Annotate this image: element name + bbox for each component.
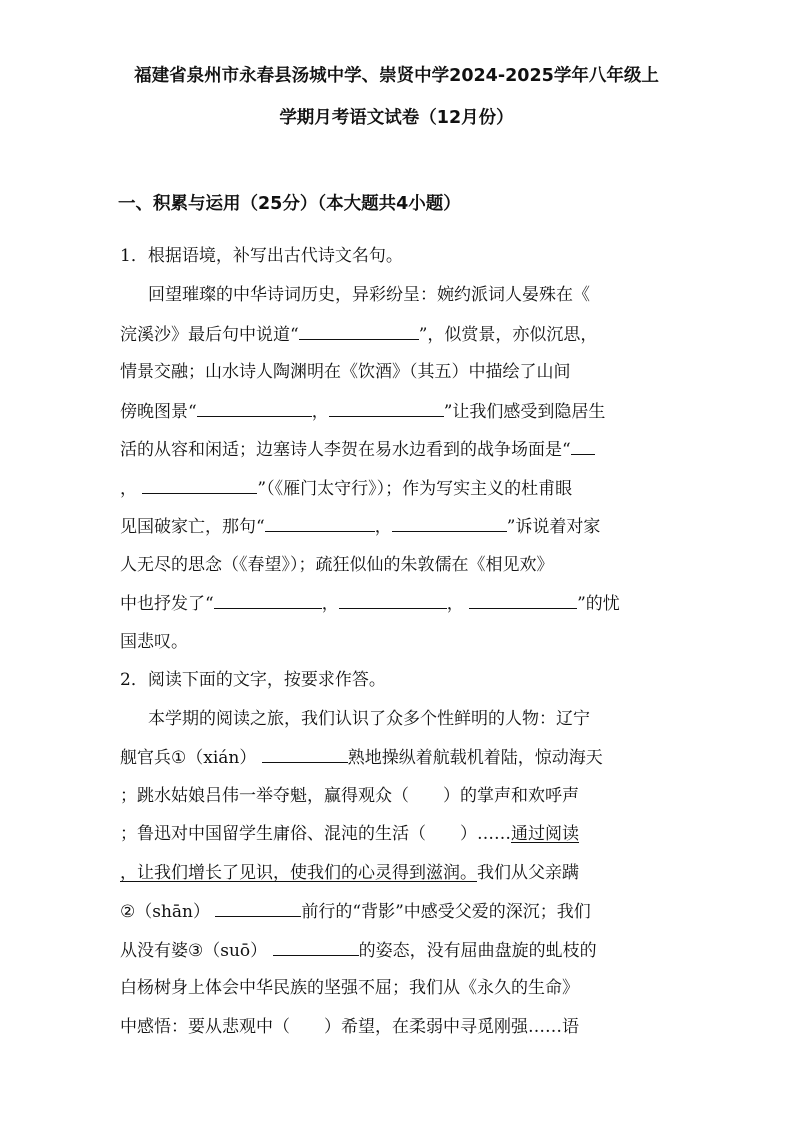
q1-line [120,399,680,424]
answer-blank[interactable] [197,399,312,417]
q2-line [120,899,680,924]
q2-line [120,822,680,846]
q1-text: ”（《雁门太守行》）；作为写实主义的杜甫眼 [257,479,573,499]
q1-line: 国悲叹。 [120,632,188,652]
q1-line: 人无尽的思念（《春望》）；疏狂似仙的朱敦儒在《相见欢》 [120,555,554,575]
q2-line [120,745,680,770]
q1-line [120,437,680,462]
q2-text: 舰官兵 [120,748,171,768]
answer-blank[interactable] [329,399,444,417]
q2-line: 中感悟：要从悲观中（ ）希望，在柔弱中寻觅刚强……语 [120,1017,579,1037]
q1-text: 浣溪沙》最后句中说道“ [120,325,299,345]
q2-text: 的姿态，没有屈曲盘旋的虬枝的 [358,941,597,961]
pinyin: （xián） [186,748,257,768]
q1-line [120,322,680,347]
q2-text: 熟地操纵着航载机着陆，惊动海天 [347,748,603,768]
q2-line: 白杨树身上体会中华民族的坚强不屈；我们从《永久的生命》 [120,978,579,998]
q1-text: ”的忧 [577,594,620,614]
q1-text: 傍晚图景“ [120,402,197,422]
q2-text: 我们从父亲蹒 [477,863,579,883]
q2-line: ；跳水姑娘吕伟一举夺魁，赢得观众（ ）的掌声和欢呼声 [120,786,579,806]
q2-text: ；鲁迅对中国留学生庸俗、混沌的生活（ ）…… [120,824,511,844]
q1-text: ， [321,594,339,614]
q2-line [120,938,680,963]
q1-line [120,514,680,539]
answer-blank[interactable] [339,591,447,609]
q2-text: 前行的“背影”中感受父爱的深沉；我们 [301,902,591,922]
underlined-sentence: ，让我们增长了见识，使我们的心灵得到滋润。 [120,863,477,883]
circle-number: ② [120,902,136,922]
q1-text: ， [446,594,464,614]
pinyin: （suō） [203,941,268,961]
page-title-line2: 学期月考语文试卷（12月份） [279,108,514,128]
underlined-sentence: 通过阅读 [511,824,579,844]
answer-blank[interactable] [571,437,595,455]
q1-text: 活的从容和闲适；边塞诗人李贺在易水边看到的战争场面是“ [120,440,571,460]
q1-line: 情景交融；山水诗人陶渊明在《饮酒》（其五）中描绘了山间 [120,362,571,382]
answer-blank[interactable] [215,899,301,917]
q1-text: 中也抒发了“ [120,594,214,614]
q1-line [120,476,680,501]
q2-line: 本学期的阅读之旅，我们认识了众多个性鲜明的人物：辽宁 [148,709,590,729]
answer-blank[interactable] [469,591,577,609]
page-title-line1: 福建省泉州市永春县汤城中学、崇贤中学2024-2025学年八年级上 [134,66,659,86]
question-1-stem: 1．根据语境，补写出古代诗文名句。 [120,246,403,266]
answer-blank[interactable] [142,476,257,494]
q1-line [120,591,680,616]
q1-text: ”，似赏景，亦似沉思， [418,325,598,345]
answer-blank[interactable] [262,745,348,763]
q1-text: ”诉说着对家 [506,517,601,537]
q2-text: 从没有婆 [120,941,188,961]
q2-line [120,861,680,885]
answer-blank[interactable] [299,322,419,340]
answer-blank[interactable] [214,591,322,609]
answer-blank[interactable] [392,514,507,532]
q1-text: ， [311,402,329,422]
q1-text: ， [374,517,392,537]
circle-number: ③ [188,941,204,961]
q1-text: ”让我们感受到隐居生 [443,402,606,422]
pinyin: （shān） [135,902,211,922]
q1-text: 见国破家亡，那句“ [120,517,265,537]
circle-number: ① [171,748,187,768]
q1-text: ， [120,479,137,499]
question-2-stem: 2．阅读下面的文字，按要求作答。 [120,670,386,690]
q1-line: 回望璀璨的中华诗词历史，异彩纷呈：婉约派词人晏殊在《 [148,285,590,305]
answer-blank[interactable] [273,938,359,956]
section-heading: 一、积累与运用（25分）（本大题共4小题） [118,194,461,214]
answer-blank[interactable] [265,514,375,532]
